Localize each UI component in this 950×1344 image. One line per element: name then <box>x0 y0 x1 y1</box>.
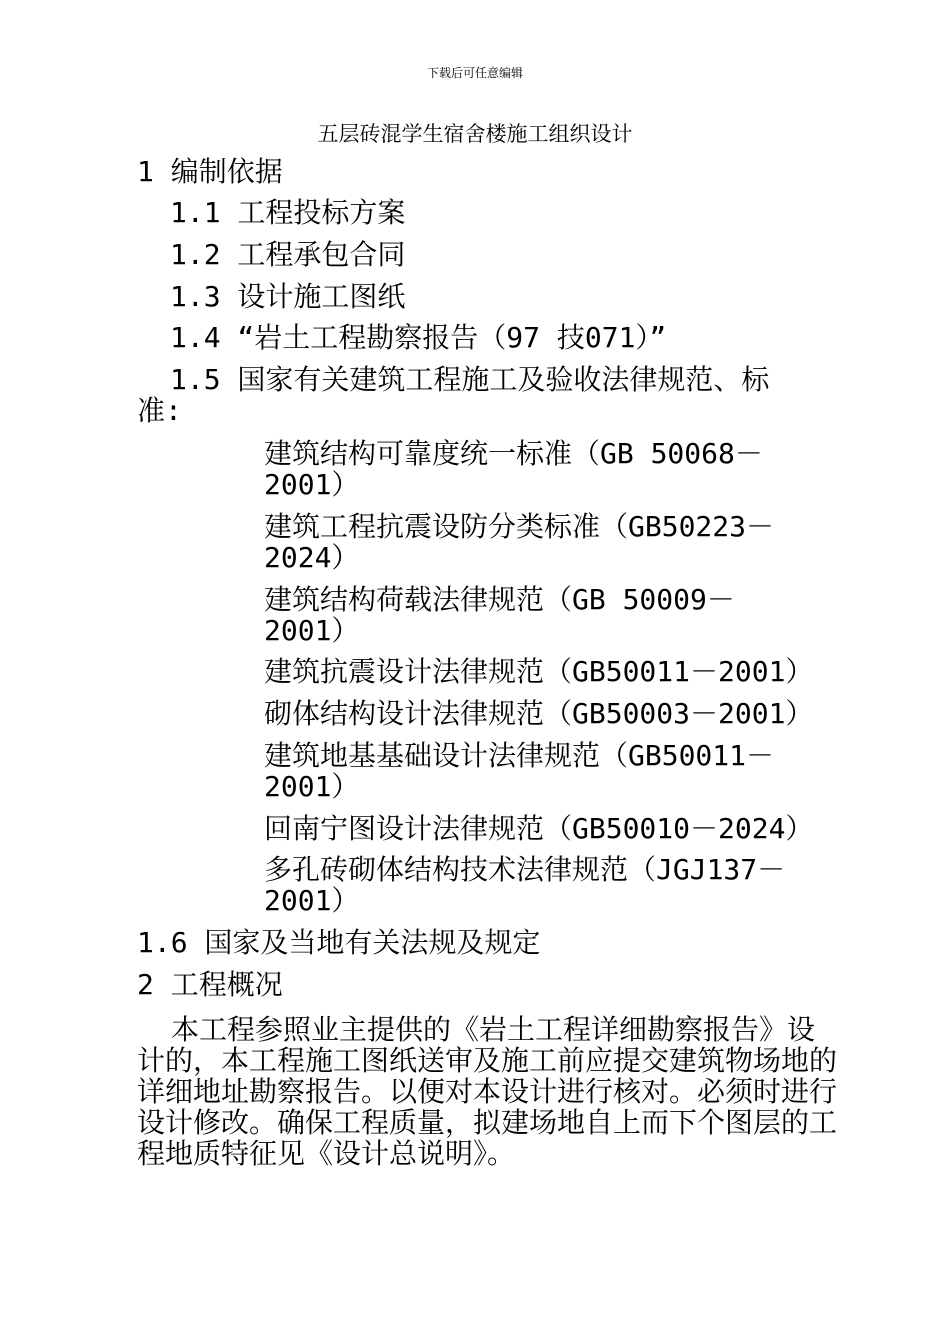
ref-line: 2001） <box>264 770 360 803</box>
item-1-2: 1.2 工程承包合同 <box>170 238 406 271</box>
ref-line: 2024） <box>264 541 360 574</box>
item-1-1: 1.1 工程投标方案 <box>170 196 406 229</box>
ref-line: 2001） <box>264 884 360 917</box>
ref-line: 2001） <box>264 468 360 501</box>
section-2-heading: 2 工程概况 <box>137 968 283 1001</box>
ref-line: 建筑工程抗震设防分类标准（GB50223－ <box>264 510 775 543</box>
document-title: 五层砖混学生宿舍楼施工组织设计 <box>317 122 633 146</box>
ref-line: 建筑结构荷载法律规范（GB 50009－ <box>264 583 735 616</box>
ref-line: 2001） <box>264 614 360 647</box>
section-2-paragraph: 本工程参照业主提供的《岩土工程详细勘察报告》设计的，本工程施工图纸送审及施工前应提交建筑物场地的详细地址勘察报告。以便对本设计进行核对。必须时进行设计修改。确保工程质量，拟建场地自上而下个图层的工程地质特征见《设计总说明》。 <box>137 1013 838 1170</box>
item-1-5-cont: 准: <box>137 394 182 427</box>
download-note: 下载后可任意编辑 <box>426 66 523 80</box>
ref-line: 建筑地基基础设计法律规范（GB50011－ <box>264 739 775 772</box>
ref-line: 建筑结构可靠度统一标准（GB 50068－ <box>264 437 763 470</box>
item-1-5: 1.5 国家有关建筑工程施工及验收法律规范、标 <box>170 363 770 396</box>
item-1-4: 1.4 “岩土工程勘察报告（97 技071）” <box>170 321 667 354</box>
item-1-3: 1.3 设计施工图纸 <box>170 280 406 313</box>
ref-line: 建筑抗震设计法律规范（GB50011－2001） <box>264 655 814 688</box>
ref-line: 砌体结构设计法律规范（GB50003－2001） <box>264 697 814 730</box>
item-1-6: 1.6 国家及当地有关法规及规定 <box>137 926 541 959</box>
section-1-heading: 1 编制依据 <box>137 155 283 188</box>
ref-line: 回南宁图设计法律规范（GB50010－2024） <box>264 812 814 845</box>
ref-line: 多孔砖砌体结构技术法律规范（JGJ137－ <box>264 853 786 886</box>
